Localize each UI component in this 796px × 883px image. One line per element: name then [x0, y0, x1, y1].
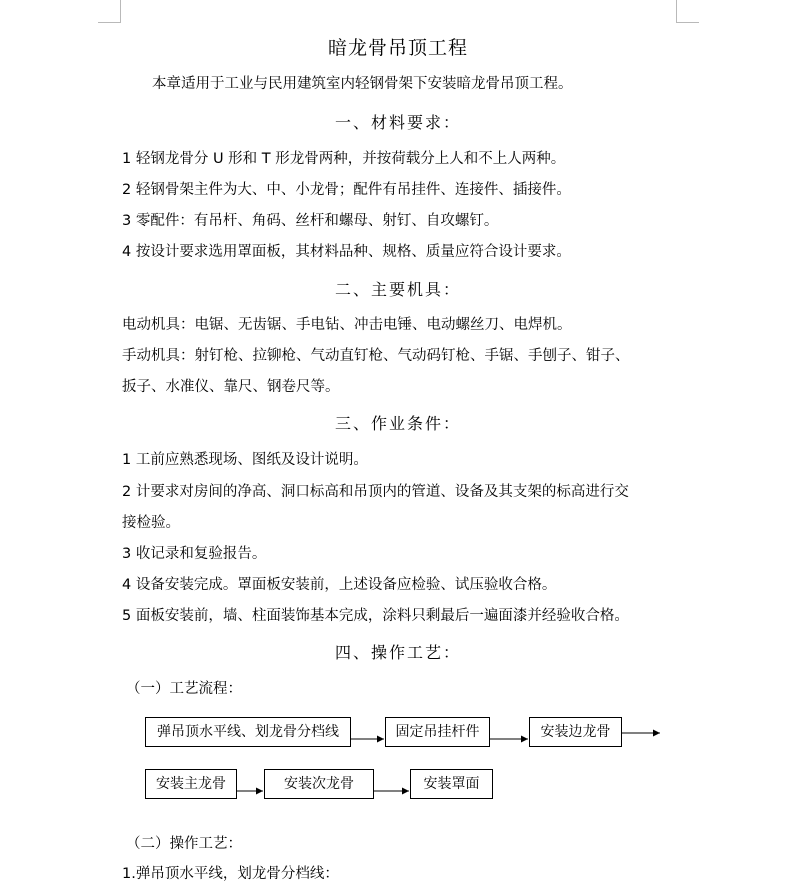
conditions-item: 4 设备安装完成。罩面板安装前，上述设备应检验、试压验收合格。	[122, 577, 557, 593]
page-corner-mark-left	[98, 0, 121, 23]
conditions-item: 5 面板安装前，墙、柱面装饰基本完成，涂料只剩最后一遍面漆并经验收合格。	[122, 608, 629, 624]
materials-item: 2 轻钢骨架主件为大、中、小龙骨；配件有吊挂件、连接件、插接件。	[122, 182, 571, 198]
conditions-item: 2 计要求对房间的净高、洞口标高和吊顶内的管道、设备及其支架的标高进行交	[122, 484, 629, 500]
materials-item: 3 零配件：有吊杆、角码、丝杆和螺母、射钉、自攻螺钉。	[122, 213, 499, 229]
flow-box-snap-lines: 弹吊顶水平线、划龙骨分档线	[145, 717, 351, 747]
flow-label: （一）工艺流程：	[126, 681, 242, 697]
tools-electric: 电动机具：电锯、无齿锯、手电钻、冲击电锤、电动螺丝刀、电焊机。	[122, 317, 572, 333]
materials-item: 1 轻钢龙骨分 U 形和 T 形龙骨两种，并按荷载分上人和不上人两种。	[122, 151, 566, 167]
flow-box-main-keel: 安装主龙骨	[145, 769, 237, 799]
flow-box-secondary-keel: 安装次龙骨	[264, 769, 374, 799]
heading-conditions: 三、作业条件：	[334, 414, 461, 433]
heading-tools: 二、主要机具：	[334, 280, 461, 299]
flow-box-fix-hangers: 固定吊挂杆件	[385, 717, 490, 747]
document-title: 暗龙骨吊顶工程	[327, 37, 468, 59]
tools-manual: 手动机具：射钉枪、拉铆枪、气动直钉枪、气动码钉枪、手锯、手刨子、钳子、	[122, 348, 630, 364]
conditions-item: 1 工前应熟悉现场、图纸及设计说明。	[122, 452, 368, 468]
conditions-item: 3 收记录和复验报告。	[122, 546, 267, 562]
ops-step: 1.弹吊顶水平线，划龙骨分档线：	[122, 866, 339, 882]
intro-paragraph: 本章适用于工业与民用建筑室内轻钢骨架下安装暗龙骨吊顶工程。	[152, 76, 573, 92]
conditions-item-continued: 接检验。	[122, 515, 180, 531]
page-corner-mark-right	[676, 0, 699, 23]
heading-materials: 一、材料要求：	[334, 113, 461, 132]
ops-label: （二）操作工艺：	[126, 836, 242, 852]
tools-manual-continued: 扳子、水准仪、靠尺、钢卷尺等。	[122, 379, 340, 395]
flow-box-edge-keel: 安装边龙骨	[529, 717, 622, 747]
materials-item: 4 按设计要求选用罩面板，其材料品种、规格、质量应符合设计要求。	[122, 244, 571, 260]
heading-process: 四、操作工艺：	[334, 643, 461, 662]
flow-box-cover-panel: 安装罩面	[410, 769, 493, 799]
